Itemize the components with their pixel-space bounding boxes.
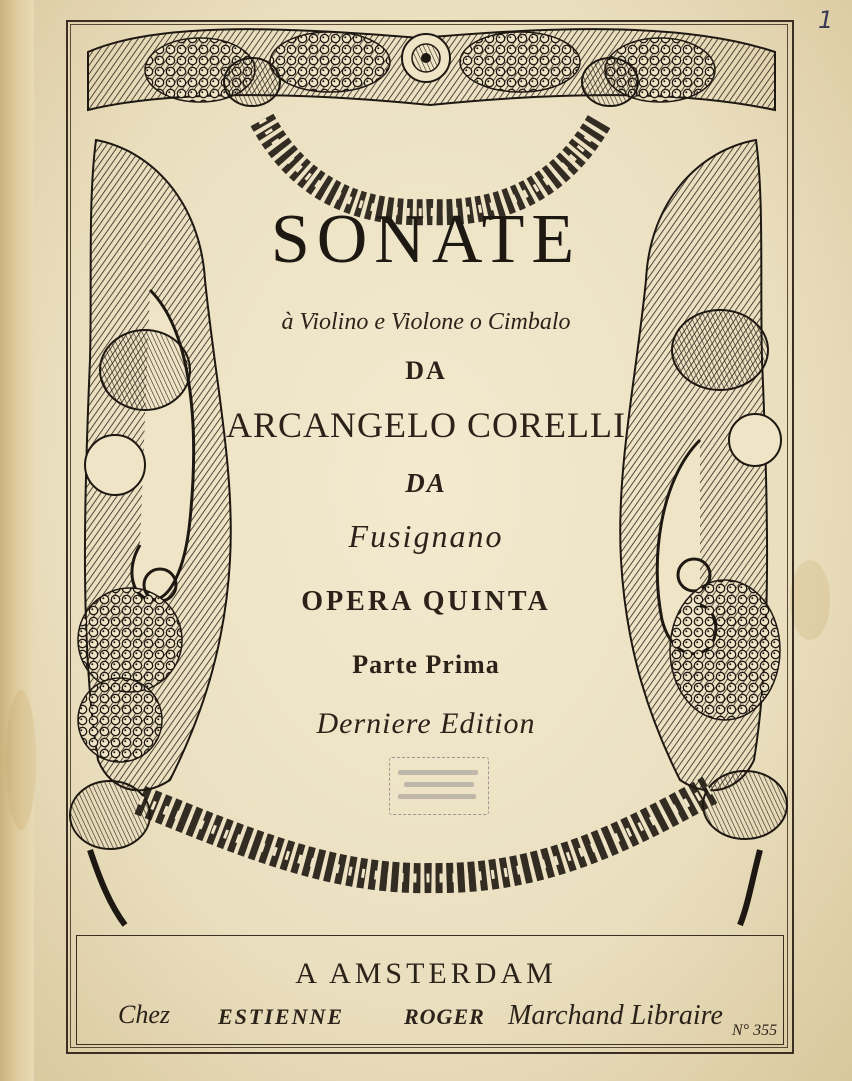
catalog-number: N° 355 (732, 1022, 778, 1039)
imprint-publisher-first: ESTIENNE (218, 1004, 345, 1029)
imprint-trade: Marchand Libraire (508, 1000, 723, 1031)
part-label: Parte Prima (352, 650, 500, 679)
library-stamp (389, 757, 489, 815)
title: SONATE (270, 201, 582, 278)
imprint-publisher-last: ROGER (404, 1004, 485, 1029)
top-garland (88, 29, 775, 110)
opus-label: OPERA QUINTA (301, 586, 551, 617)
subtitle: à Violino e Violone o Cimbalo (281, 309, 571, 335)
imprint-city: A AMSTERDAM (295, 957, 557, 990)
da-label: DA (405, 356, 447, 385)
da-label-2: DA (405, 468, 447, 498)
page-number: 1 (818, 6, 834, 34)
imprint-chez: Chez (118, 1000, 170, 1029)
edition-label: Derniere Edition (316, 707, 536, 740)
composer-name: ARCANGELO CORELLI (226, 405, 626, 445)
birthplace: Fusignano (348, 518, 504, 554)
